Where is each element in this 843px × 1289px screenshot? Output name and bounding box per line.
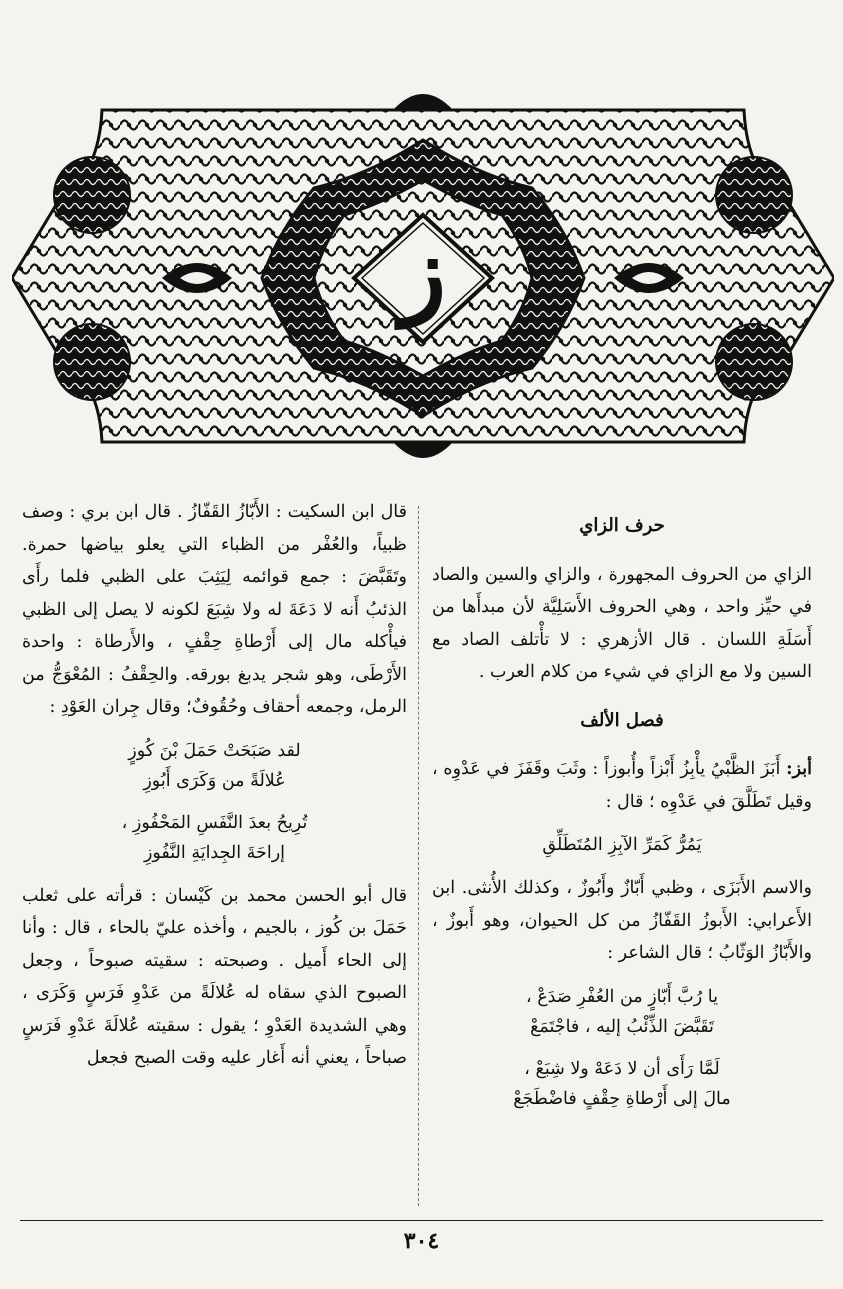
body-paragraph: قال ابن السكيت : الأَبّازُ القَفّازُ . قال ابن بري : وصف ظبياً، والعُفْر من الظباء التي يعلو بياضها حمرة. وتَقَبَّضَ : جمع قوائمه لِيَثِبَ على الظبي فلما رأَى الذئبُ أَنه لا دَعَةَ له ولا شِبَعَ لكونه لا يصل إلى الظبي فيأْكله مال إلى أَرْطاةِ حِقْفٍ ، والأَرطاة : واحدة الأَرْطَى، وهو شجر يدبغ بورقه. والحِقْفُ : المُعْوَجُّ من الرمل، وجمعه أحقاف وحُقُوفٌ؛ وقال جِران العَوْدِ : <box>22 502 407 717</box>
intro-paragraph: الزاي من الحروف المجهورة ، والزاي والسين والصاد في حيِّز واحد ، وهي الحروف الأَسَلِيَّة لأن مبدأَها من أَسَلَةِ اللسان . قال الأزهري : لا تأْتلف الصاد مع السين ولا مع الزاي في شيء من كلام العرب . <box>432 564 812 682</box>
verse-quote <box>432 1054 812 1114</box>
verse-line: لَمَّا رَأَى أن لا دَعَهْ ولا شِبَعْ ، <box>524 1058 720 1079</box>
left-column <box>22 496 407 1216</box>
section-heading: حرف الزاي <box>579 515 665 536</box>
verse-quote <box>22 808 407 868</box>
verse-quote <box>432 982 812 1042</box>
column-divider <box>418 506 419 1206</box>
verse-line: عُلالَةً من وَكَرَى أَبُوزِ <box>143 770 286 791</box>
verse-line: تَقَبَّضَ الذِّئْبُ إليه ، فاجْتَمَعْ <box>530 1016 714 1037</box>
subsection-heading: فصل الألف <box>580 709 664 731</box>
verse-quote <box>432 830 812 860</box>
right-column <box>432 496 812 1216</box>
verse-line: يا رُبَّ أَبّازٍ من العُفْرِ صَدَعْ ، <box>526 986 718 1007</box>
page-number: ٣٠٤ <box>403 1228 440 1254</box>
entry-headword: أبز: <box>786 759 812 779</box>
verse-quote <box>22 736 407 796</box>
arabesque-ornament-icon <box>12 80 834 475</box>
ornamental-header-banner <box>12 80 834 475</box>
body-paragraph: قال أبو الحسن محمد بن كَيْسان : قرأته على ثعلب حَمَلَ بن كُوز ، بالجيم ، وأخذه عليّ بالحاء ، قال : وأنا إلى الحاء أَميل . وصبحته : سقيته صبوحاً ، وجعل الصبوح الذي سقاه له عُلالَةً من عَدْوِ فَرَسٍ وَكَرَى ، وهي الشديدة العَدْوِ ؛ يقول : سقيته عُلالَةَ عَدْوِ فَرَسٍ صباحاً ، يعني أنه أَغار عليه وقت الصبح فجعل <box>22 885 407 1068</box>
verse-line: إراحَةَ الجِدايَةِ النَّفُوزِ <box>143 842 286 863</box>
verse-line: لقد صَبَحَتْ حَمَلَ بْنَ كُوزٍ <box>128 740 301 761</box>
section-letter: ز <box>399 215 447 328</box>
footer-rule <box>20 1220 823 1221</box>
entry-paragraph-continued: والاسم الأَبَزَى ، وظبي أَبّازٌ وأَبُوزٌ ، وكذلك الأُنثى. ابن الأَعرابي: الأَبوزُ القَفّازُ من كل الحيوان، وهو أَبوزٌ ، والأَبّازُ الوَثّابُ ؛ قال الشاعر : <box>432 878 812 963</box>
verse-line: مالَ إلى أَرْطاةِ حِقْفٍ فاضْطَجَعْ <box>513 1088 731 1109</box>
verse-line: يَمُرُّ كَمَرِّ الآبِزِ المُتَطَلِّقِ <box>542 835 702 855</box>
entry-text: أَبَزَ الظَّبْيُ يأْبِزُ أَبْزاً وأُبوزاً : وثَبَ وقَفَزَ في عَدْوِه ، وقيل تَطَلَّقَ في عَدْوِه ؛ قال : <box>432 759 812 812</box>
verse-line: تُرِيحُ بعدَ النَّفَسِ المَحْفُوزِ ، <box>121 812 308 833</box>
entry-paragraph <box>432 753 812 818</box>
